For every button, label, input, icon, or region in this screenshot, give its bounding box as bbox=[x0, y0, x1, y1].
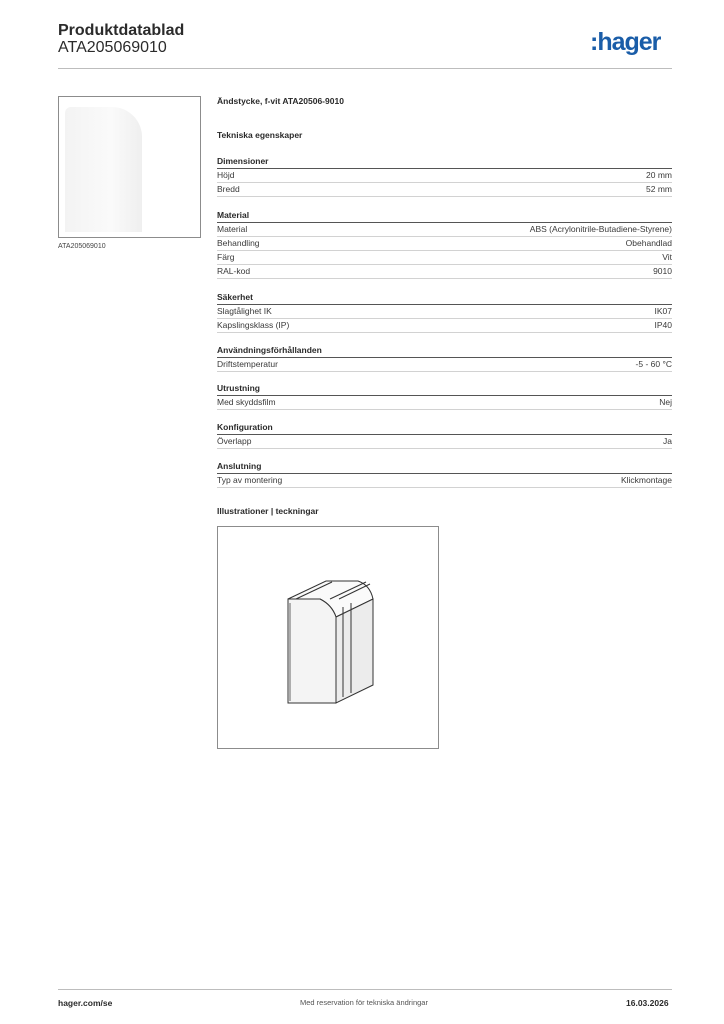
spec-row bbox=[217, 474, 672, 488]
spec-row bbox=[217, 319, 672, 333]
spec-label: Typ av montering bbox=[217, 475, 283, 485]
spec-value: ABS (Acrylonitrile-Butadiene-Styrene) bbox=[529, 224, 672, 234]
section-title: Tekniska egenskaper bbox=[217, 130, 303, 140]
spec-label: Kapslingsklass (IP) bbox=[217, 320, 290, 330]
end-cap-drawing bbox=[218, 527, 438, 748]
product-name: Ändstycke, f-vit ATA20506-9010 bbox=[217, 96, 344, 106]
spec-value: Nej bbox=[659, 397, 672, 407]
spec-label: Behandling bbox=[217, 238, 260, 248]
footer-website: hager.com/se bbox=[58, 998, 113, 1008]
product-photo-shape bbox=[65, 107, 142, 232]
spec-group-title: Utrustning bbox=[217, 382, 672, 396]
spec-value: IP40 bbox=[654, 320, 672, 330]
spec-group-sakerhet bbox=[217, 291, 672, 333]
page-title: Produktdatablad bbox=[58, 22, 185, 39]
spec-label: Överlapp bbox=[217, 436, 252, 446]
spec-row bbox=[217, 183, 672, 197]
spec-row bbox=[217, 358, 672, 372]
product-code: ATA205069010 bbox=[58, 39, 167, 56]
spec-row bbox=[217, 223, 672, 237]
spec-row bbox=[217, 265, 672, 279]
spec-row bbox=[217, 305, 672, 319]
spec-group-anvandningsforhallanden bbox=[217, 344, 672, 372]
spec-group-title: Dimensioner bbox=[217, 155, 672, 169]
spec-label: Bredd bbox=[217, 184, 240, 194]
spec-value: Obehandlad bbox=[625, 238, 672, 248]
footer-divider bbox=[58, 989, 672, 990]
spec-row bbox=[217, 169, 672, 183]
spec-value: 52 mm bbox=[646, 184, 672, 194]
product-photo-caption: ATA205069010 bbox=[58, 243, 106, 250]
spec-group-title: Anslutning bbox=[217, 460, 672, 474]
spec-row bbox=[217, 396, 672, 410]
spec-value: IK07 bbox=[654, 306, 672, 316]
hager-logo: :hager bbox=[590, 28, 661, 56]
spec-group-utrustning bbox=[217, 382, 672, 410]
spec-value: Vit bbox=[662, 252, 672, 262]
spec-value: Ja bbox=[663, 436, 672, 446]
footer-disclaimer: Med reservation för tekniska ändringar bbox=[300, 998, 428, 1007]
technical-drawing bbox=[217, 526, 439, 749]
spec-label: Med skyddsfilm bbox=[217, 397, 276, 407]
spec-label: Färg bbox=[217, 252, 235, 262]
spec-group-title: Konfiguration bbox=[217, 421, 672, 435]
spec-label: RAL-kod bbox=[217, 266, 251, 276]
spec-row bbox=[217, 435, 672, 449]
spec-value: 20 mm bbox=[646, 170, 672, 180]
spec-label: Material bbox=[217, 224, 248, 234]
spec-value: 9010 bbox=[653, 266, 672, 276]
spec-group-title: Användningsförhållanden bbox=[217, 344, 672, 358]
spec-group-dimensioner bbox=[217, 155, 672, 197]
spec-value: -5 - 60 °C bbox=[635, 359, 672, 369]
spec-label: Driftstemperatur bbox=[217, 359, 278, 369]
spec-group-title: Säkerhet bbox=[217, 291, 672, 305]
product-photo bbox=[58, 96, 201, 238]
spec-group-anslutning bbox=[217, 460, 672, 488]
spec-row bbox=[217, 237, 672, 251]
footer-date: 16.03.2026 bbox=[626, 998, 669, 1008]
spec-value: Klickmontage bbox=[620, 475, 672, 485]
spec-label: Höjd bbox=[217, 170, 235, 180]
spec-label: Slagtålighet IK bbox=[217, 306, 272, 316]
spec-group-konfiguration bbox=[217, 421, 672, 449]
header-divider bbox=[58, 68, 672, 69]
spec-group-material bbox=[217, 209, 672, 279]
spec-group-title: Material bbox=[217, 209, 672, 223]
spec-row bbox=[217, 251, 672, 265]
illustrations-title: Illustrationer | teckningar bbox=[217, 506, 319, 516]
